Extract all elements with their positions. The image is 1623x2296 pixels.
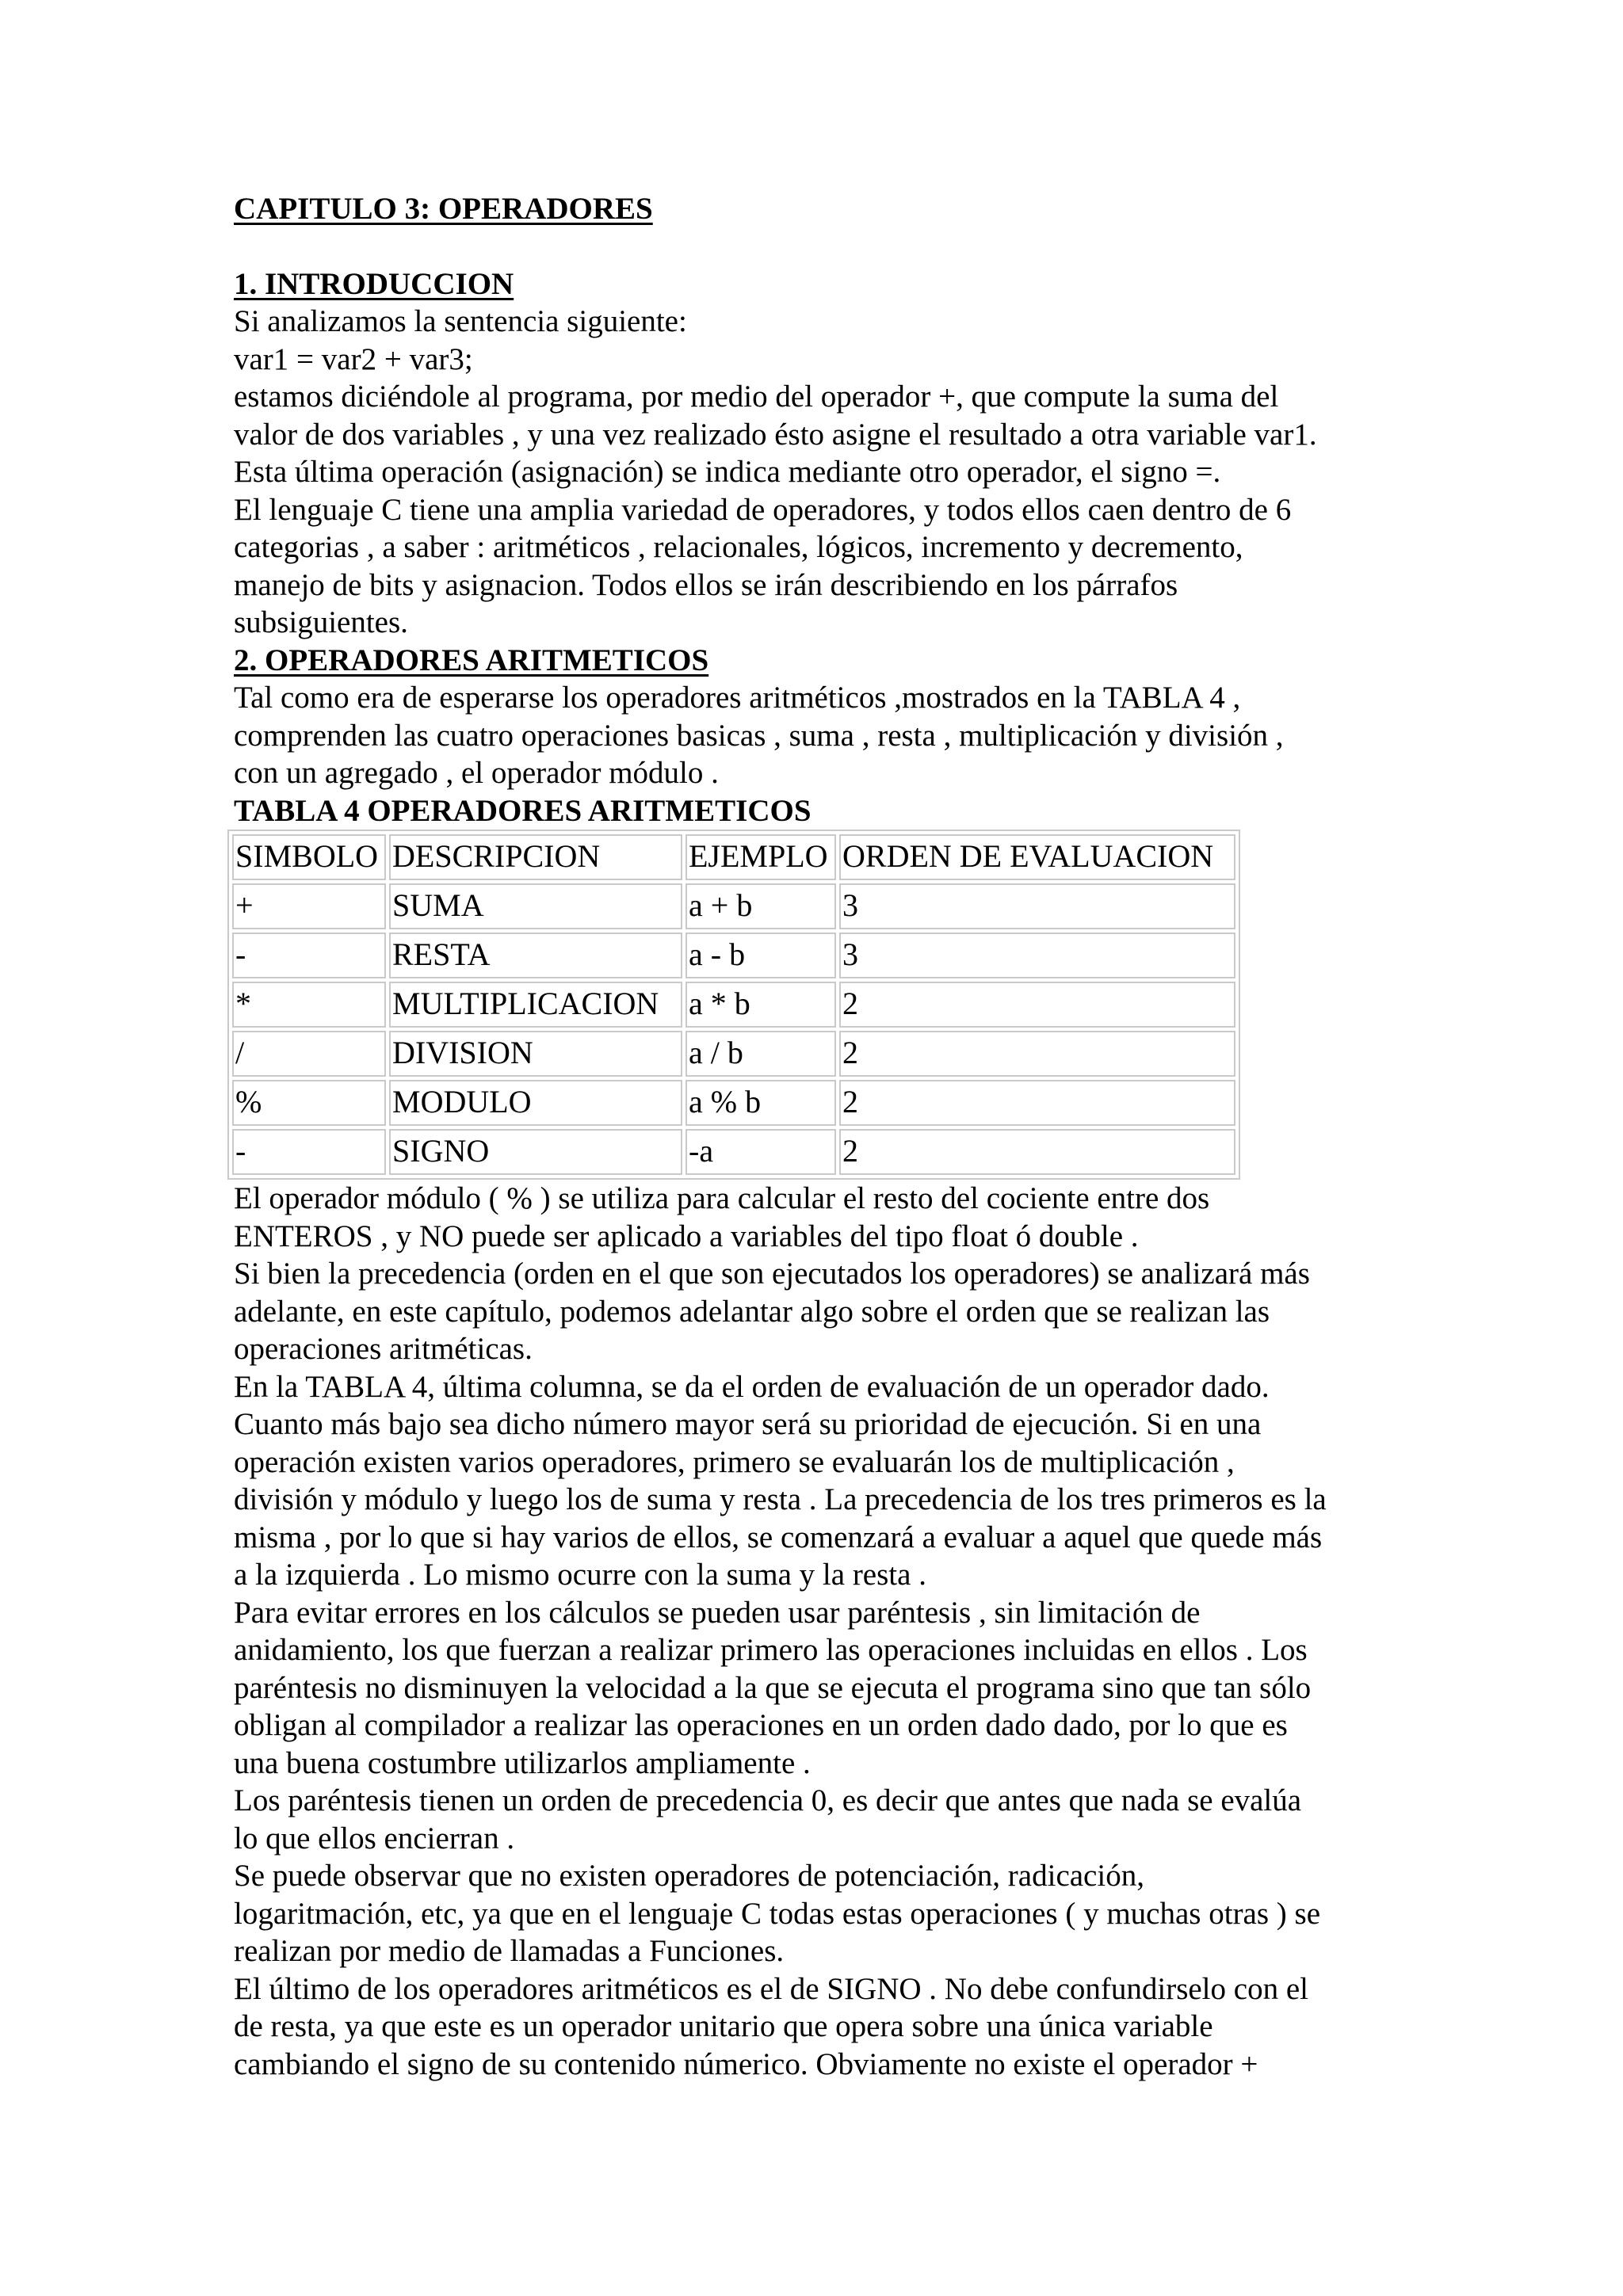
- table-row: [232, 1031, 1235, 1077]
- cell-symbol: *: [232, 982, 386, 1028]
- text-line: Se puede observar que no existen operadores de potenciación, radicación,: [234, 1859, 1144, 1893]
- cell-order: 2: [839, 1031, 1235, 1077]
- text-line: Si analizamos la sentencia siguiente:: [234, 304, 687, 338]
- text-line: obligan al compilador a realizar las operaciones en un orden dado dado, por lo que es: [234, 1708, 1288, 1742]
- table-row: [232, 1080, 1235, 1126]
- cell-example: a - b: [685, 933, 836, 978]
- cell-symbol: /: [232, 1031, 386, 1077]
- text-line: En la TABLA 4, última columna, se da el orden de evaluación de un operador dado.: [234, 1369, 1270, 1404]
- text-line: anidamiento, los que fuerzan a realizar primero las operaciones incluidas en ellos . Los: [234, 1633, 1308, 1667]
- text-line: valor de dos variables , y una vez realizado ésto asigne el resultado a otra variable var1.: [234, 417, 1317, 452]
- after-table-paragraph: [234, 1180, 1423, 2083]
- text-line: Esta última operación (asignación) se indica mediante otro operador, el signo =.: [234, 455, 1221, 489]
- table-row: [232, 883, 1235, 929]
- text-line: Tal como era de esperarse los operadores aritméticos ,mostrados en la TABLA 4 ,: [234, 681, 1241, 715]
- text-line: El último de los operadores aritméticos es el de SIGNO . No debe confundirselo con el: [234, 1971, 1308, 2006]
- text-line: ENTEROS , y NO puede ser aplicado a variables del tipo float ó double .: [234, 1219, 1139, 1253]
- cell-description: RESTA: [389, 933, 682, 978]
- chapter-title: CAPITULO 3: OPERADORES: [234, 192, 653, 226]
- table-row: [232, 1129, 1235, 1175]
- text-line: Cuanto más bajo sea dicho número mayor será su prioridad de ejecución. Si en una: [234, 1407, 1262, 1441]
- text-line: con un agregado , el operador módulo .: [234, 756, 719, 790]
- column-header-descripcion: DESCRIPCION: [389, 834, 682, 880]
- cell-description: SUMA: [389, 883, 682, 929]
- section-heading-introduccion: 1. INTRODUCCION: [234, 266, 514, 301]
- text-line: var1 = var2 + var3;: [234, 341, 473, 376]
- cell-description: MULTIPLICACION: [389, 982, 682, 1028]
- text-line: logaritmación, etc, ya que en el lenguaje C todas estas operaciones ( y muchas otras ) se: [234, 1896, 1321, 1931]
- text-line: El operador módulo ( % ) se utiliza para calcular el resto del cociente entre dos: [234, 1181, 1210, 1215]
- text-line: misma , por lo que si hay varios de ellos, se comenzará a evaluar a aquel que quede más: [234, 1520, 1323, 1554]
- text-line: realizan por medio de llamadas a Funciones.: [234, 1934, 785, 1968]
- cell-symbol: %: [232, 1080, 386, 1126]
- cell-order: 2: [839, 1129, 1235, 1175]
- text-line: lo que ellos encierran .: [234, 1821, 515, 1855]
- cell-description: SIGNO: [389, 1129, 682, 1175]
- section-heading-operadores-aritmeticos: 2. OPERADORES ARITMETICOS: [234, 643, 709, 677]
- table-row: [232, 982, 1235, 1028]
- text-line: categorias , a saber : aritméticos , relacionales, lógicos, incremento y decremento,: [234, 530, 1243, 564]
- column-header-orden: ORDEN DE EVALUACION: [839, 834, 1235, 880]
- text-line: operaciones aritméticas.: [234, 1332, 533, 1366]
- cell-example: -a: [685, 1129, 836, 1175]
- text-line: Los paréntesis tienen un orden de precedencia 0, es decir que antes que nada se evalúa: [234, 1783, 1302, 1817]
- text-line: manejo de bits y asignacion. Todos ellos se irán describiendo en los párrafos: [234, 567, 1178, 602]
- column-header-simbolo: SIMBOLO: [232, 834, 386, 880]
- text-line: estamos diciéndole al programa, por medio del operador +, que compute la suma del: [234, 379, 1279, 414]
- cell-order: 2: [839, 982, 1235, 1028]
- intro-paragraph: [234, 303, 1423, 642]
- text-line: adelante, en este capítulo, podemos adelantar algo sobre el orden que se realizan las: [234, 1294, 1270, 1329]
- text-line: de resta, ya que este es un operador unitario que opera sobre una única variable: [234, 2009, 1213, 2043]
- cell-description: MODULO: [389, 1080, 682, 1126]
- cell-example: a + b: [685, 883, 836, 929]
- cell-description: DIVISION: [389, 1031, 682, 1077]
- cell-order: 3: [839, 883, 1235, 929]
- cell-symbol: +: [232, 883, 386, 929]
- text-line: comprenden las cuatro operaciones basicas , suma , resta , multiplicación y división ,: [234, 718, 1284, 753]
- text-line: subsiguientes.: [234, 605, 408, 639]
- cell-example: a * b: [685, 982, 836, 1028]
- cell-example: a / b: [685, 1031, 836, 1077]
- table-row: [232, 933, 1235, 978]
- text-line: Si bien la precedencia (orden en el que son ejecutados los operadores) se analizará más: [234, 1257, 1310, 1291]
- table-caption: TABLA 4 OPERADORES ARITMETICOS: [234, 793, 812, 828]
- cell-order: 2: [839, 1080, 1235, 1126]
- operators-table: [227, 830, 1240, 1180]
- text-line: cambiando el signo de su contenido númerico. Obviamente no existe el operador +: [234, 2046, 1258, 2081]
- table-header-row: [232, 834, 1235, 880]
- text-line: Para evitar errores en los cálculos se pueden usar paréntesis , sin limitación de: [234, 1595, 1201, 1630]
- text-line: operación existen varios operadores, primero se evaluarán los de multiplicación ,: [234, 1444, 1235, 1479]
- text-line: división y módulo y luego los de suma y resta . La precedencia de los tres primeros es la: [234, 1482, 1327, 1516]
- column-header-ejemplo: EJEMPLO: [685, 834, 836, 880]
- cell-symbol: -: [232, 1129, 386, 1175]
- text-line: a la izquierda . Lo mismo ocurre con la suma y la resta .: [234, 1558, 926, 1592]
- document-page: [234, 190, 1423, 2083]
- text-line: una buena costumbre utilizarlos ampliamente .: [234, 1745, 811, 1780]
- cell-symbol: -: [232, 933, 386, 978]
- text-line: paréntesis no disminuyen la velocidad a la que se ejecuta el programa sino que tan sólo: [234, 1670, 1312, 1705]
- arith-paragraph: [234, 679, 1423, 792]
- text-line: El lenguaje C tiene una amplia variedad de operadores, y todos ellos caen dentro de 6: [234, 492, 1292, 527]
- cell-order: 3: [839, 933, 1235, 978]
- cell-example: a % b: [685, 1080, 836, 1126]
